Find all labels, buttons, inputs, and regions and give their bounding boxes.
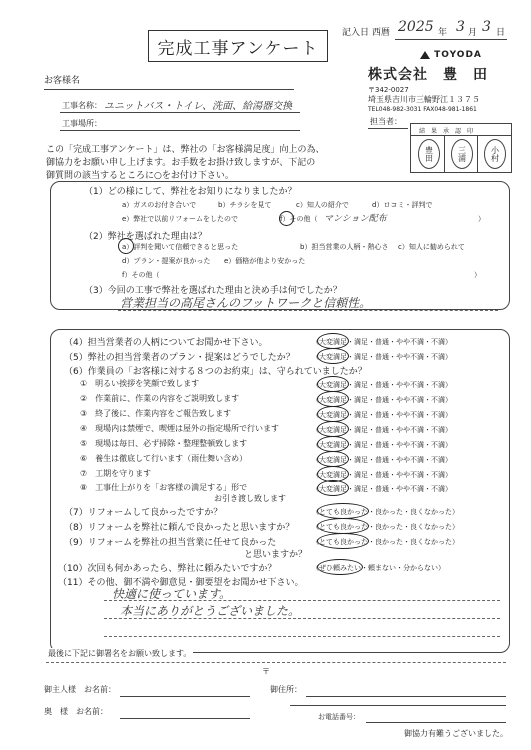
company-postal: 〒342-0027 (368, 86, 409, 94)
intro-line-1: この「完成工事アンケート」は、弊社の「お客様満足度」向上の為、 (46, 145, 325, 155)
q1-option-b[interactable]: b）チラシを見て (218, 201, 272, 209)
promise-1: ① 明るい挨拶を笑顔で致します (80, 379, 200, 388)
q9-selected-circle (317, 533, 369, 549)
promise-4-scale[interactable]: （大変満足・満足・普通・やや不満・不満） (312, 426, 452, 434)
q4-question: （4）担当営業者の人柄についてお聞かせ下さい。 (64, 338, 268, 348)
stamp-miura: 三浦 (451, 139, 473, 169)
q2-option-a[interactable]: a）評判を聞いて信頼できると思った (122, 243, 239, 251)
promise-6-scale[interactable]: （大変満足・満足・普通・やや不満・不満） (312, 456, 452, 464)
work-name-value: ユニットバス・トイレ、洗面、給湯器交換 (104, 101, 293, 112)
q1-option-d[interactable]: d）ロコミ・評判で (372, 201, 433, 209)
date-month: 3 (456, 19, 465, 35)
promise-8-scale[interactable]: （大変満足・満足・普通・やや不満・不満） (312, 485, 452, 493)
q1-option-a[interactable]: a）ガスのお付き合いで (122, 201, 197, 209)
q1-question: （1）どの様にして、弊社をお知りになりましたか？ (84, 187, 297, 197)
q5-question: （5）弊社の担当営業者のプラン・提案はどうでしたか？ (64, 353, 295, 363)
promise-3-scale[interactable]: （大変満足・満足・普通・やや不満・不満） (312, 411, 452, 419)
promise-8-selected-circle (317, 480, 349, 496)
q8-selected-circle (317, 518, 369, 534)
q1-option-e[interactable]: e）弊社で以前リフォームをしたので (122, 215, 238, 223)
promise-4-selected-circle (317, 421, 349, 437)
q8-question: （8）リフォームを弊社に頼んで良かったと思いますか？ (64, 523, 295, 533)
month-unit: 月 (468, 28, 478, 38)
husband-name-label: 御主人様 お名前： (44, 685, 116, 694)
q2-option-b[interactable]: b）担当営業の人柄・熱心さ (300, 243, 389, 251)
promise-7: ⑦ 工期を守ります (80, 469, 152, 478)
promise-3: ③ 終了後に、作業内容をご報告致します (80, 409, 232, 418)
promise-7-scale[interactable]: （大変満足・満足・普通・やや不満・不満） (312, 471, 452, 479)
logo-mark-icon (420, 51, 430, 59)
q7-question: （7）リフォームして良かったですか？ (64, 508, 223, 518)
q11-question: （11）その他、御不満や御意見・御要望をお聞かせ下さい。 (58, 578, 304, 588)
promise-6-selected-circle (317, 451, 349, 467)
promise-5: ⑤ 現場は毎日、必ず掃除・整理整頓致します (80, 439, 248, 448)
q3-answer: 営業担当の高尾さんのフットワークと信頼性。 (120, 296, 372, 310)
promise-1-scale[interactable]: （大変満足・満足・普通・やや不満・不満） (312, 381, 452, 389)
promise-4: ④ 現場内は禁煙で、喫煙は屋外の指定場所で行います (80, 424, 280, 433)
q1-option-f-close: ） (478, 215, 485, 223)
q10-question: （10）次回も何かあったら、弊社に頼みたいですか？ (58, 564, 277, 574)
q2-option-c[interactable]: c）知人に勧められて (398, 243, 465, 251)
promise-6: ⑥ 養生は徹底して行います（雨仕舞い含め） (80, 454, 248, 463)
q10-selected-circle (317, 559, 363, 575)
q11-answer-line-2: 本当にありがとうございました。 (120, 604, 301, 618)
q7-selected-circle (317, 503, 369, 519)
q1-f-selected-circle (279, 211, 294, 226)
q5-scale[interactable]: （大変満足・満足・普通・やや不満・不満） (312, 353, 452, 361)
q9-question: （9）リフォームを弊社の担当営業に任せて良かった (64, 538, 277, 548)
year-unit: 年 (438, 28, 448, 38)
company-name: 株式会社 豊 田 (368, 67, 488, 83)
phone-label: お電話番号： (318, 713, 360, 721)
work-name-label: 工事名称： (62, 101, 102, 110)
address-label: 御住所： (270, 685, 302, 694)
survey-title: 完成工事アンケート (148, 30, 328, 62)
wife-name-label: 奥 様 お名前： (44, 707, 108, 716)
q4-scale[interactable]: （大変満足・満足・普通・やや不満・不満） (312, 338, 452, 346)
q3-question: （3）今回の工事で弊社を選ばれた理由と決め手は何でしたか？ (84, 286, 342, 296)
promise-8: ⑧ 工事仕上がりを「お客様の満足する」形で (80, 483, 248, 492)
thanks-note: 御協力有難うございました。 (404, 729, 508, 738)
company-address: 埼玉県吉川市三輪野江１３７５ (368, 95, 480, 104)
day-unit: 日 (496, 28, 506, 38)
promise-5-scale[interactable]: （大変満足・満足・普通・やや不満・不満） (312, 441, 452, 449)
intro-line-2: 御協力をお願い申し上げます。お手数をお掛け致しますが、下記の (46, 158, 316, 168)
q1-option-c[interactable]: c）知人の紹介で (296, 201, 349, 209)
promise-2-selected-circle (317, 391, 349, 407)
stamp-komura: 小村 (484, 139, 506, 169)
q10-scale[interactable]: （ぜひ頼みたい・頼まない・分からない） (312, 564, 445, 572)
q9-scale[interactable]: （とても良かった・良かった・良くなかった） (312, 538, 459, 546)
company-tel: TEL048-982-3031 FAX048-981-1861 (368, 106, 477, 113)
q5-selected-circle (317, 348, 349, 364)
postal-mark: 〒 (262, 667, 270, 676)
approval-stamp-box (410, 123, 512, 173)
q2-option-f[interactable]: f）その他（ (122, 271, 160, 279)
date-label: 記入日 西暦 (342, 28, 390, 38)
intro-line-3: 御質問の該当するところに○をお付け下さい。 (46, 171, 234, 181)
sign-request: 最後に下記に御署名をお願い致します。 (48, 649, 192, 658)
promise-5-selected-circle (317, 436, 349, 452)
q11-answer-line-1: 快適に使っています。 (112, 587, 232, 601)
promise-3-selected-circle (317, 406, 349, 422)
q1-option-f[interactable]: f）その他（ (280, 215, 318, 223)
q9-line-2: と思いますか？ (244, 550, 308, 560)
customer-name-label: お客様名 (44, 76, 81, 86)
q2-option-f-close: ） (474, 271, 481, 279)
brand-logo: TOYODA (420, 50, 482, 60)
q2-a-selected-circle (118, 238, 134, 254)
staff-label: 担当者： (370, 117, 402, 126)
stamp-toyoda: 豊田 (418, 139, 440, 169)
q6-question: （6）作業員の「お客様に対する８つのお約束」は、守られていましたか？ (64, 367, 367, 377)
q4-selected-circle (317, 333, 349, 349)
work-place-label: 工事場所： (62, 119, 102, 128)
stamp-header: 結 果 承 認 印 (419, 128, 474, 135)
promise-8-line-2: お引き渡し致します (214, 494, 286, 503)
q7-scale[interactable]: （とても良かった・良かった・良くなかった） (312, 508, 459, 516)
date-day: 3 (482, 19, 491, 35)
promise-2-scale[interactable]: （大変満足・満足・普通・やや不満・不満） (312, 396, 452, 404)
q2-option-e[interactable]: e）価格が他より安かった (224, 257, 306, 265)
date-year: 2025 (398, 19, 434, 35)
q1-other-answer: マンション配布 (324, 214, 387, 224)
q2-option-d[interactable]: d）プラン・提案が良かった (122, 257, 211, 265)
promise-2: ② 作業前に、作業の内容をご説明致します (80, 394, 240, 403)
promise-1-selected-circle (317, 376, 349, 392)
q8-scale[interactable]: （とても良かった・良かった・良くなかった） (312, 523, 459, 531)
q2-question: （2）弊社を選ばれた理由は？ (84, 232, 207, 242)
